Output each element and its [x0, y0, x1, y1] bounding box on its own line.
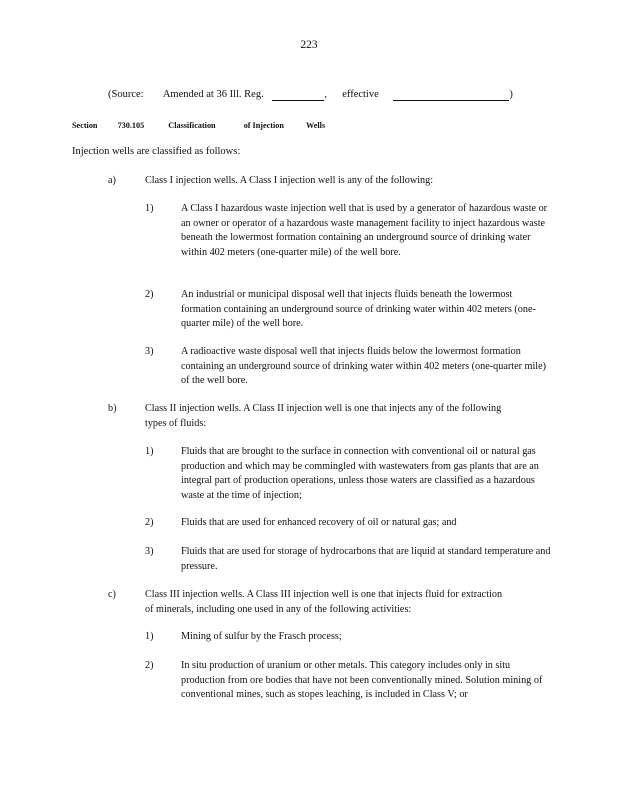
- source-note: [108, 88, 513, 103]
- class-b-item-3-text: Fluids that are used for storage of hydrocarbons that are liquid at standard temperature and pressure.: [181, 546, 551, 572]
- class-c-item-2-text: In situ production of uranium or other metals. This category includes only in situ production from ore bodies that have not been conventionally mined. Solution mining of conventional mines, such as stopes leaching, is included in Class V; or: [181, 660, 543, 701]
- class-b-item-1-text: Fluids that are brought to the surface in connection with conventional oil or natural gas production and which may be commingled with wastewaters from gas plants that are an integral part of production operations, unless those waters are classified as a hazardous waste at the time of injection;: [181, 446, 539, 501]
- class-b-item-3-number: 3): [145, 546, 154, 557]
- section-title-part-1: Classification: [168, 121, 216, 130]
- intro-paragraph: Injection wells are classified as follows:: [72, 146, 241, 157]
- class-a-text: Class I injection wells. A Class I injection well is any of the following:: [145, 175, 434, 186]
- class-b-item-2-text: Fluids that are used for enhanced recovery of oil or natural gas; and: [181, 517, 457, 528]
- source-open: (Source:: [108, 89, 144, 100]
- class-a-item-1-text: A Class I hazardous waste injection well that is used by a generator of hazardous waste or an owner or operator of a hazardous waste management facility to inject hazardous waste beneath the lowermost formation containing an underground source of drinking water within 402 meters (one-quarter mile) of the well bore.: [181, 203, 548, 258]
- class-b-label: b): [108, 403, 117, 414]
- class-a-item-2-text: An industrial or municipal disposal well that injects fluids beneath the lowermost formation containing an underground source of drinking water within 402 meters (one-quarter mile) of the well bore.: [181, 289, 536, 330]
- class-b-item-1-number: 1): [145, 446, 154, 457]
- class-c-item-2-number: 2): [145, 660, 154, 671]
- class-a-item-2-number: 2): [145, 289, 154, 300]
- class-c-item-1-text: Mining of sulfur by the Frasch process;: [181, 631, 342, 642]
- source-close: ): [509, 89, 513, 100]
- section-number: 730.105: [117, 121, 145, 130]
- page-number: 223: [300, 39, 318, 51]
- source-comma: ,: [324, 89, 327, 100]
- register-blank: [272, 99, 324, 101]
- class-a-item-3-number: 3): [145, 346, 154, 357]
- effective-date-blank: [393, 99, 509, 101]
- source-effective: effective: [342, 89, 379, 100]
- class-c-text: Class III injection wells. A Class III injection well is one that injects fluid for extraction of minerals, including one used in any of the following activities:: [145, 589, 503, 615]
- class-c-label: c): [108, 589, 116, 600]
- source-amended-text: Amended at 36 Ill. Reg.: [162, 89, 264, 100]
- class-b-text: Class II injection wells. A Class II injection well is one that injects any of the following types of fluids:: [145, 403, 502, 429]
- section-heading: [72, 119, 325, 134]
- class-c-item-1-number: 1): [145, 631, 154, 642]
- section-prefix: Section: [72, 121, 98, 130]
- class-b-item-2-number: 2): [145, 517, 154, 528]
- class-a-item-3-text: A radioactive waste disposal well that injects fluids below the lowermost formation containing an underground source of drinking water within 402 meters (one-quarter mile) of the well bore.: [181, 346, 547, 387]
- class-a-label: a): [108, 175, 116, 186]
- section-title-part-2: of Injection: [243, 121, 284, 130]
- section-title-part-3: Wells: [306, 121, 326, 130]
- class-a-item-1-number: 1): [145, 203, 154, 214]
